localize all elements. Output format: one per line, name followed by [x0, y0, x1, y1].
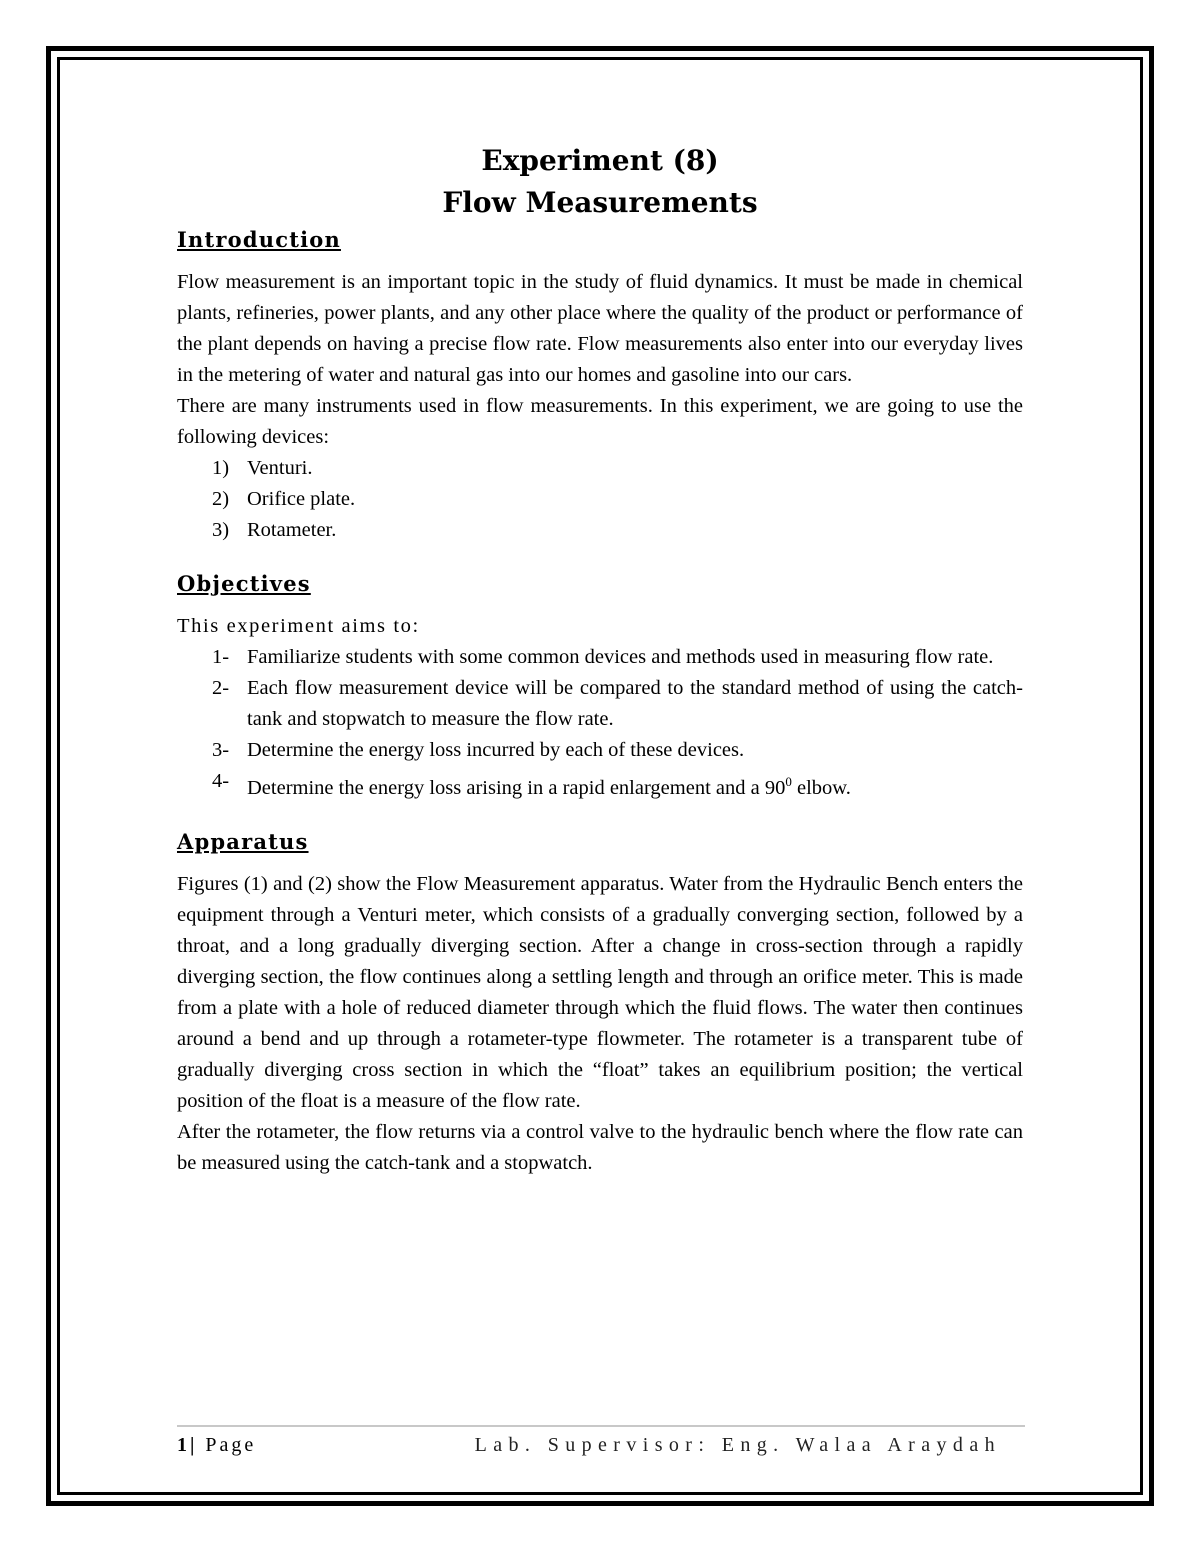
- document-body: [177, 140, 1023, 1179]
- apparatus-paragraph-1: Figures (1) and (2) show the Flow Measurement apparatus. Water from the Hydraulic Bench enters the equipment through a Venturi meter, which consists of a gradually converging section, followed by a throat, and a long gradually diverging section. After a change in cross-section through a rapidly diverging section, the flow continues along a settling length and through an orifice meter. This is made from a plate with a hole of reduced diameter through which the fluid flows. The water then continues around a bend and up through a rotameter-type flowmeter. The rotameter is a transparent tube of gradually diverging cross section in which the “float” takes an equilibrium position; the vertical position of the float is a measure of the flow rate.: [177, 872, 1023, 1112]
- list-item: 2) Orifice plate.: [212, 488, 356, 510]
- list-item: 1- Familiarize students with some common devices and methods used in measuring flow rate.: [212, 646, 994, 668]
- footer-divider: [177, 1425, 1025, 1427]
- page-number: 1: [177, 1434, 190, 1456]
- list-item: 4- Determine the energy loss arising in a rapid enlargement and a $90^0$ elbow.: [212, 770, 851, 799]
- apparatus-paragraph-2: After the rotameter, the flow returns via a control valve to the hydraulic bench where the flow rate can be measured using the catch-tank and a stopwatch.: [177, 1120, 1023, 1174]
- footer-page-info: 1| Page: [177, 1434, 257, 1456]
- page-footer: [177, 1430, 1025, 1460]
- heading-objectives: Objectives: [177, 571, 311, 596]
- objectives-list: [177, 642, 1023, 804]
- heading-apparatus: Apparatus: [177, 828, 309, 854]
- footer-supervisor: Lab. Supervisor: Eng. Walaa Araydah: [474, 1434, 1001, 1456]
- objectives-lead: This experiment aims to:: [177, 615, 420, 637]
- list-item: 3) Rotameter.: [212, 519, 337, 541]
- superscript-zero: 0: [785, 774, 792, 789]
- devices-list: [177, 453, 1023, 546]
- list-item: 3- Determine the energy loss incurred by each of these devices.: [212, 739, 745, 761]
- heading-introduction: Introduction: [177, 227, 341, 252]
- title-line-1: Experiment (8): [481, 144, 719, 177]
- list-item: 2- Each flow measurement device will be compared to the standard method of using the catch-tank and stopwatch to measure the flow rate.: [212, 677, 1023, 730]
- title-line-2: Flow Measurements: [442, 186, 758, 219]
- page-label: Page: [205, 1434, 257, 1456]
- introduction-paragraph-2: There are many instruments used in flow measurements. In this experiment, we are going to use the following devices:: [177, 395, 1023, 448]
- list-item: 1) Venturi.: [212, 457, 313, 479]
- introduction-paragraph-1: Flow measurement is an important topic in the study of fluid dynamics. It must be made in chemical plants, refineries, power plants, and any other place where the quality of the product or performance of the plant depends on having a precise flow rate. Flow measurements also enter into our everyday lives in the metering of water and natural gas into our homes and gasoline into our cars.: [177, 271, 1023, 386]
